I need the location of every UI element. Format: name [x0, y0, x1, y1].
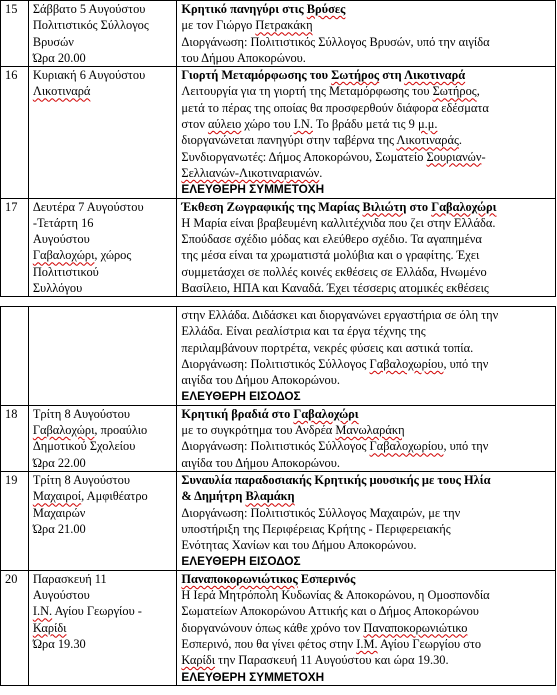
- event-title: & Δημήτρη Βλαμάκη: [181, 489, 295, 504]
- description-line: αιγίδα του Δήμου Αποκορώνου.: [181, 455, 340, 470]
- description-line: στην Ελλάδα. Διδάσκει και διοργανώνει εργαστήρια σε όλη την: [181, 308, 499, 322]
- spellcheck-mark: Σουριανών: [426, 149, 482, 164]
- date-line: [33, 83, 177, 99]
- description-line: Διοργάνωση: Πολιτιστικός Σύλλογος Γαβαλοχωρίου, υπό την: [181, 356, 489, 371]
- description-line: Ελλάδα. Είναι ρεαλίστρια και τα έργα τέχνης της: [181, 324, 426, 339]
- spellcheck-mark: Σωτήρος: [432, 84, 477, 99]
- event-row: [1, 570, 556, 685]
- date-line: Γαβαλοχώρι, χώρος: [32, 248, 132, 263]
- spellcheck-mark: Καρίδι: [181, 653, 216, 668]
- event-description: [177, 307, 556, 406]
- description-line: περιλαμβάνουν πορτρέτα, νεκρές φύσεις και αστικά τοπία.: [181, 340, 474, 355]
- description-line: διοργανώνουν όπως κάθε χρόνο τον Παναποκορωνιώτικο: [181, 620, 468, 635]
- spellcheck-mark: Βιλιώτη: [362, 199, 407, 214]
- spellcheck-mark: Ι.Ν.: [32, 604, 53, 619]
- description-line: υποστήριξη της Περιφέρειας Κρήτης - Περιφερειακής: [181, 521, 451, 536]
- date-line: Σάββατο 5 Αυγούστου: [32, 2, 146, 16]
- spellcheck-mark: Λικοτιναρά: [32, 84, 91, 99]
- spellcheck-mark: Μαχαιροί: [32, 489, 82, 504]
- description-line: Συνδιοργανωτές: Δήμος Αποκορώνου, Σωματείο Σουριανών-: [181, 149, 486, 164]
- spellcheck-mark: Λικοτιναρά: [404, 68, 466, 83]
- event-number: 17: [1, 198, 29, 297]
- event-number: 16: [1, 67, 29, 198]
- events-table-top: [0, 0, 556, 297]
- event-title: Κρητικό πανηγύρι στις Βρύσες: [181, 2, 346, 16]
- spellcheck-mark: Πετρακάκη: [255, 18, 313, 33]
- events-table-bottom: [0, 306, 556, 686]
- description-line: με το συγκρότημα του Ανδρέα Μανωλαράκη: [181, 423, 405, 438]
- date-line: Δευτέρα 7 Αυγούστου: [32, 199, 144, 214]
- date-line: Ώρα 22.00: [32, 455, 86, 470]
- event-row: [1, 307, 556, 406]
- date-line: Βρυσών: [32, 34, 74, 49]
- description-line: Εσπερινό, που θα γίνει φέτος στην Ι.Μ. Αγίου Γεωργίου στο: [181, 636, 482, 651]
- description-line: Η Μαρία είναι βραβευμένη καλλιτέχνιδα που ζει στην Ελλάδα.: [181, 215, 496, 230]
- date-line: Ι.Ν. Αγίου Γεωργίου -: [32, 604, 142, 619]
- event-title: Έκθεση Ζωγραφικής της Μαρίας Βιλιώτη στο Γαβαλοχώρι: [181, 199, 497, 214]
- admission-note: ΕΛΕΥΘΕΡΗ ΕΙΣΟΔΟΣ: [181, 554, 301, 569]
- spellcheck-mark: Βρύσες: [306, 2, 346, 16]
- date-line: Συλλόγου: [32, 281, 83, 296]
- description-line: Σπούδασε σχέδιο μόδας και ελεύθερο σχέδιο. Τα αγαπημένα: [181, 232, 482, 247]
- spellcheck-mark: Παναποκορωνιώτικος: [181, 571, 298, 586]
- spellcheck-mark: Λικοτιναράς: [396, 133, 459, 148]
- spellcheck-mark: Γαβαλοχωρίου: [369, 439, 444, 454]
- date-line: Πολιτιστικός Σύλλογος: [32, 18, 149, 33]
- spellcheck-mark: μ.μ.: [417, 117, 438, 132]
- event-row: [1, 471, 556, 570]
- description-line: στον αύλειο χώρο του Ι.Ν. Το βράδυ μετά τις 9 μ.μ.: [181, 117, 438, 132]
- description-line: με τον Γιώργο Πετρακάκη: [181, 18, 313, 33]
- date-line: Τρίτη 8 Αυγούστου: [32, 472, 130, 487]
- event-number: 15: [1, 1, 29, 67]
- spellcheck-mark: Γαβαλοχώρι: [32, 423, 95, 438]
- date-line: Μαχαιροί, Αμφιθέατρο: [32, 489, 148, 504]
- admission-note: ΕΛΕΥΘΕΡΗ ΣΥΜΜΕΤΟΧΗ: [181, 669, 325, 684]
- description-line: διοργανώνεται πανηγύρι στην ταβέρνα της Λικοτιναράς.: [181, 133, 462, 148]
- date-line: -Τετάρτη 16: [32, 215, 94, 230]
- date-line: Ώρα 21.00: [32, 521, 86, 536]
- event-date-place: [28, 67, 177, 198]
- event-description: [177, 570, 556, 685]
- spellcheck-mark: Γαβαλοχώρι: [293, 406, 359, 421]
- description-line: Σελλιανών-Λικοτιναριανών.: [181, 165, 323, 180]
- description-line: Διοργάνωση: Πολιτιστικός Σύλλογος Μαχαιρών, με την: [181, 505, 461, 520]
- date-line: Πολιτιστικού: [32, 264, 99, 279]
- date-line: Αυγούστου: [32, 588, 90, 603]
- event-title: Κρητική βραδιά στο Γαβαλοχώρι: [181, 406, 359, 421]
- event-row: [1, 67, 556, 198]
- admission-note: ΕΛΕΥΘΕΡΗ ΣΥΜΜΕΤΟΧΗ: [181, 182, 325, 197]
- description-line: Βασίλειο, ΗΠΑ και Καναδά. Έχει τέσσερις ατομικές εκθέσεις: [181, 281, 489, 296]
- description-line: της μέσα είναι τα χρωματιστά μολύβια και ο γραφίτης. Έχει: [181, 248, 480, 263]
- description-line: αιγίδα του Δήμου Αποκορώνου.: [181, 373, 340, 388]
- spellcheck-mark: Σελλιανών-Λικοτιναριανών: [181, 165, 320, 180]
- date-line: Ώρα 20.00: [32, 50, 86, 65]
- spellcheck-mark: Παναποκορωνιώτικο: [363, 620, 468, 635]
- event-description: [177, 405, 556, 471]
- date-line: Γαβαλοχώρι, προαύλιο: [32, 423, 148, 438]
- event-number: 20: [1, 570, 29, 685]
- date-line: Παρασκευή 11: [32, 571, 107, 586]
- spellcheck-mark: Ι.Ν.: [293, 117, 313, 132]
- description-line: μετά το πέρας της οποίας θα προσφερθούν διάφορα εδέσματα: [181, 100, 489, 115]
- spellcheck-mark: Γαβαλοχώρι: [431, 199, 497, 214]
- description-line: Η Ιερά Μητρόπολη Κυδωνίας & Αποκορώνου, η Ομοσπονδία: [181, 588, 490, 603]
- admission-note: ΕΛΕΥΘΕΡΗ ΕΙΣΟΔΟΣ: [181, 389, 301, 404]
- date-line: Τρίτη 8 Αυγούστου: [32, 406, 130, 421]
- event-date-place: [28, 570, 177, 685]
- event-row: [1, 1, 556, 67]
- spellcheck-mark: αύλειο: [207, 117, 242, 132]
- event-title: Γιορτή Μεταμόρφωσης του Σωτήρος στη Λικοτιναρά: [181, 68, 466, 83]
- date-line: Δημοτικού Σχολείου: [32, 439, 136, 454]
- date-line: [33, 620, 177, 636]
- event-title: Συναυλία παραδοσιακής Κρητικής μουσικής με τους Ηλία: [181, 472, 491, 487]
- date-line: Κυριακή 6 Αυγούστου: [32, 68, 146, 83]
- description-line: του Δήμου Αποκορώνου.: [181, 50, 306, 65]
- spellcheck-mark: Μανωλαράκη: [335, 423, 405, 438]
- description-line: Καρίδι την Παρασκευή 11 Αυγούστου και ώρα 19.30.: [181, 653, 449, 668]
- description-line: Διοργάνωση: Πολιτιστικός Σύλλογος Βρυσών, υπό την αιγίδα: [181, 34, 490, 49]
- description-line: Λειτουργία για τη γιορτή της Μεταμόρφωσης του Σωτήρος,: [181, 84, 480, 99]
- event-row: [1, 405, 556, 471]
- spellcheck-mark: Βλαμάκη: [245, 489, 295, 504]
- event-number: 19: [1, 471, 29, 570]
- spellcheck-mark: Γαβαλοχωρίου: [369, 356, 444, 371]
- event-number: 18: [1, 405, 29, 471]
- event-date-place: [28, 198, 177, 297]
- spellcheck-mark: Ι.Μ.: [356, 636, 378, 651]
- event-number: [1, 307, 29, 406]
- description-line: Σωματείων Αποκορώνου Αττικής και ο Δήμος Αποκορώνου: [181, 604, 479, 619]
- event-row: [1, 198, 556, 297]
- spellcheck-mark: Καρίδι: [32, 620, 67, 635]
- event-date-place: [28, 471, 177, 570]
- event-date-place: [28, 405, 177, 471]
- event-description: [177, 471, 556, 570]
- description-line: Ενότητας Χανίων και του Δήμου Αποκορώνου.: [181, 538, 417, 553]
- event-description: [177, 1, 556, 67]
- spellcheck-mark: Σωτήρος: [331, 68, 380, 83]
- event-description: [177, 198, 556, 297]
- event-description: [177, 67, 556, 198]
- date-line: Ώρα 19.30: [32, 636, 86, 651]
- date-line: Μαχαιρών: [32, 505, 86, 520]
- event-date-place: [28, 1, 177, 67]
- spellcheck-mark: Γαβαλοχώρι: [32, 248, 95, 263]
- event-date-place: [28, 307, 177, 406]
- date-line: Αυγούστου: [32, 232, 90, 247]
- event-title: Παναποκορωνιώτικος Εσπερινός: [181, 571, 356, 586]
- description-line: συμμετάσχει σε πολλές κοινές εκθέσεις σε Ελλάδα, Ηνωμένο: [181, 264, 487, 279]
- description-line: Διοργάνωση: Πολιτιστικός Σύλλογος Γαβαλοχωρίου, υπό την: [181, 439, 489, 454]
